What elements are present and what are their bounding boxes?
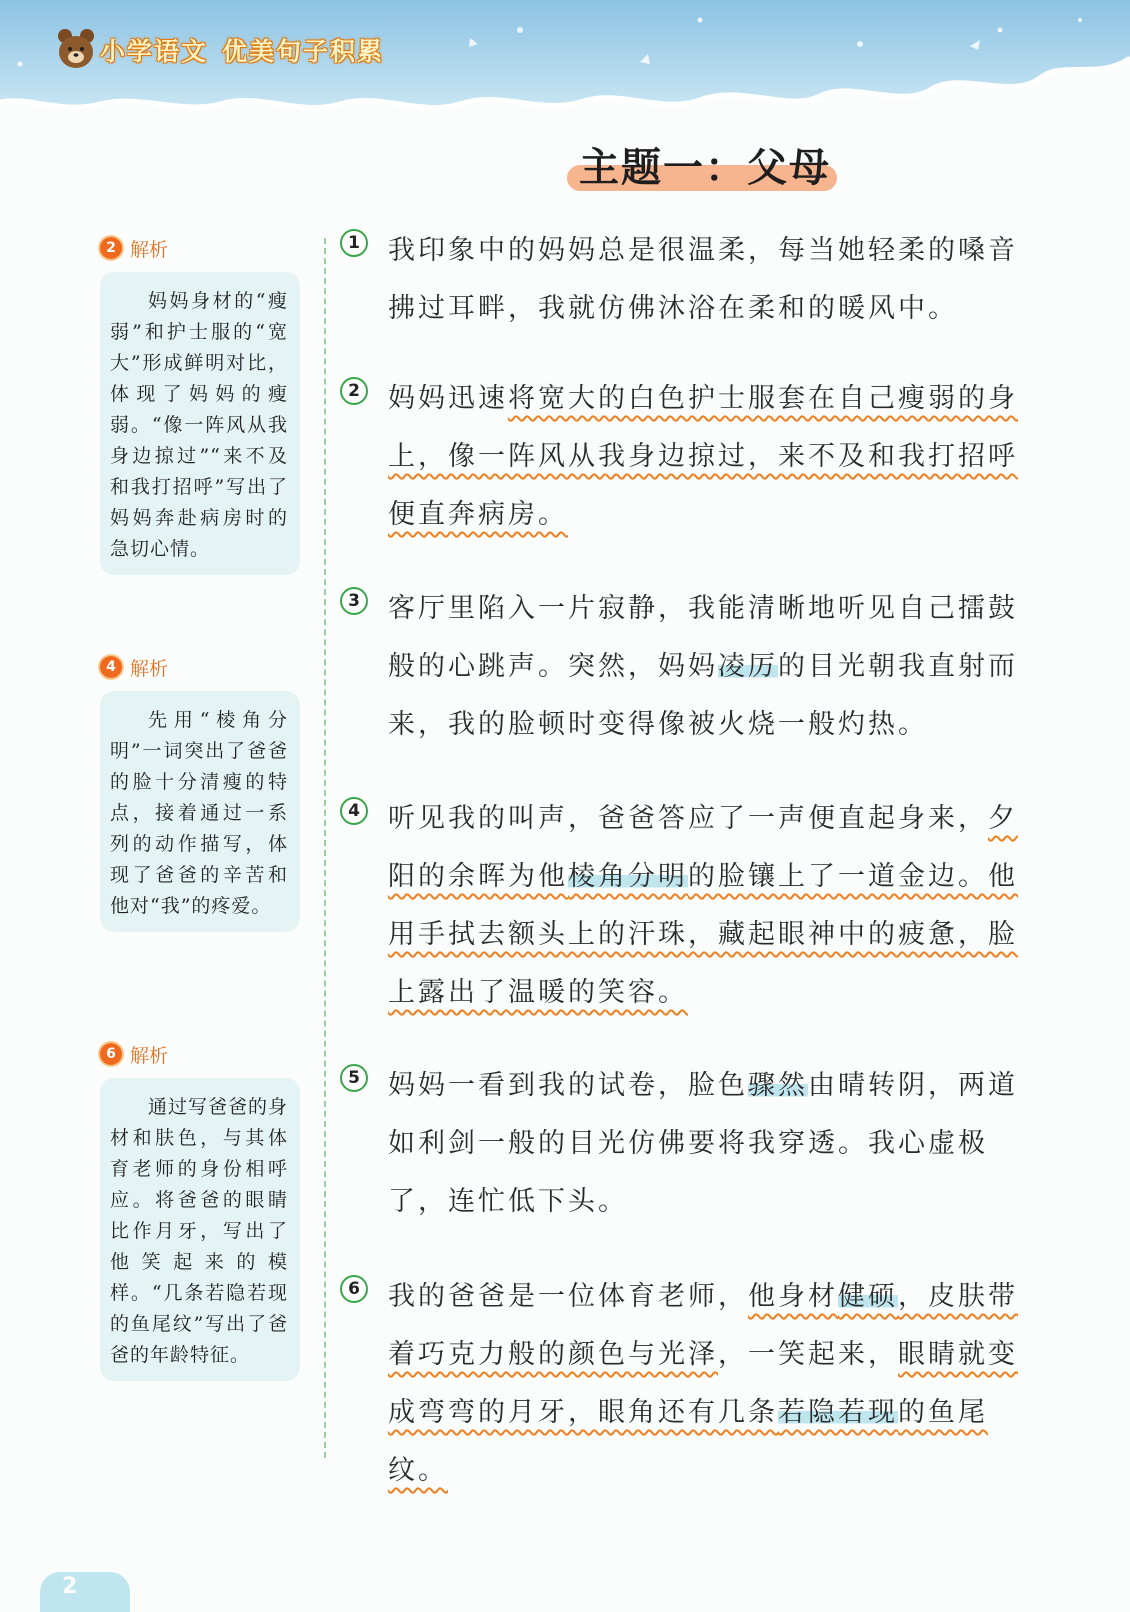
analysis-block-6 <box>100 1040 300 1381</box>
analysis-number-badge: 4 <box>100 656 122 678</box>
underlined-segment: 将宽大的白色护士服套在自己瘦弱的身上，像一阵风从我身边掠过，来不及和我打招呼便直奔病房。 <box>388 383 1018 530</box>
analysis-label: 解析 <box>130 238 169 261</box>
highlighted-word: 棱角分明 <box>568 861 688 892</box>
underlined-segment: 的鱼尾纹。 <box>388 1397 988 1486</box>
underlined-segment: ，皮肤带着巧克力般的颜色与光泽 <box>388 1281 1018 1370</box>
sentence-item-3 <box>340 580 1040 754</box>
sentence-number-circle: 3 <box>340 587 368 615</box>
sentence-number-circle: 1 <box>340 229 368 257</box>
analysis-heading <box>100 234 300 262</box>
sentence-text <box>388 222 1040 338</box>
sentence-text <box>388 1268 1040 1500</box>
topic-title: 主题一：父母 <box>579 144 831 191</box>
sentence-text <box>388 580 1040 754</box>
analysis-text: 先用“棱角分明”一词突出了爸爸的脸十分清瘦的特点，接着通过一系列的动作描写，体现了爸爸的辛苦和他对“我”的疼爱。 <box>110 709 288 917</box>
series-title-part1: 小学语文 <box>100 37 209 66</box>
sentence-segment: 我的爸爸是一位体育老师， <box>388 1281 748 1312</box>
sentence-segment: 我印象中的妈妈总是很温柔，每当她轻柔的嗓音拂过耳畔，我就仿佛沐浴在柔和的暖风中。 <box>388 235 1018 324</box>
sentence-number-circle: 4 <box>340 797 368 825</box>
sentence-segment: 听见我的叫声，爸爸答应了一声便直起身来， <box>388 803 988 834</box>
analysis-block-2 <box>100 234 300 575</box>
bear-mascot-icon <box>56 26 96 70</box>
page-number: 2 <box>62 1574 78 1599</box>
sentence-number-circle: 5 <box>340 1064 368 1092</box>
analysis-text-box <box>100 272 300 575</box>
page-number-tab <box>40 1572 130 1612</box>
sentence-segment: 妈妈迅速 <box>388 383 508 414</box>
underlined-segment: 他身材 <box>748 1281 838 1312</box>
highlighted-word: 若隐若现 <box>778 1397 898 1428</box>
analysis-text: 妈妈身材的“瘦弱”和护士服的“宽大”形成鲜明对比，体现了妈妈的瘦弱。“像一阵风从我身边掠过”“来不及和我打招呼”写出了妈妈奔赴病房时的急切心情。 <box>110 290 288 560</box>
sentence-item-5 <box>340 1057 1040 1231</box>
analysis-number-badge: 6 <box>100 1043 122 1065</box>
sentence-item-1 <box>340 222 1040 338</box>
sentence-item-6 <box>340 1268 1040 1500</box>
sentence-segment: ，一笑起来， <box>718 1339 898 1370</box>
highlighted-word: 健硕 <box>838 1281 898 1312</box>
sentence-item-4 <box>340 790 1040 1022</box>
sentence-segment: 的目光朝我直射而来，我的脸顿时变得像被火烧一般灼热。 <box>388 651 1018 740</box>
analysis-label: 解析 <box>130 1044 169 1067</box>
sentence-number-circle: 2 <box>340 377 368 405</box>
analysis-text-box <box>100 1078 300 1381</box>
sentence-number-circle: 6 <box>340 1275 368 1303</box>
analysis-block-4 <box>100 653 300 932</box>
highlighted-word: 骤然 <box>748 1070 808 1101</box>
sentence-text <box>388 370 1040 544</box>
sentence-text <box>388 790 1040 1022</box>
sentence-item-2 <box>340 370 1040 544</box>
underlined-segment: 的脸镶上了一道金边。他用手拭去额头上的汗珠，藏起眼神中的疲惫，脸上露出了温暖的笑容。 <box>388 861 1018 1008</box>
column-divider <box>324 238 326 1458</box>
sentence-segment: 妈妈一看到我的试卷，脸色 <box>388 1070 748 1101</box>
analysis-label: 解析 <box>130 657 169 680</box>
analysis-number-badge: 2 <box>100 237 122 259</box>
sentence-text <box>388 1057 1040 1231</box>
analysis-heading <box>100 1040 300 1068</box>
series-title-part2: 优美句子积累 <box>222 37 385 66</box>
sentence-segment: 由晴转阴，两道如利剑一般的目光仿佛要将我穿透。我心虚极了，连忙低下头。 <box>388 1070 1018 1217</box>
underlined-segment: 夕阳的余晖为他 <box>388 803 1018 892</box>
highlighted-word: 凌厉 <box>718 651 778 682</box>
underlined-segment: 眼睛就变成弯弯的月牙，眼角还有几条 <box>388 1339 1018 1428</box>
analysis-heading <box>100 653 300 681</box>
series-title <box>100 32 384 68</box>
analysis-text: 通过写爸爸的身材和肤色，与其体育老师的身份相呼应。将爸爸的眼睛比作月牙，写出了他笑起来的模样。“几条若隐若现的鱼尾纹”写出了爸爸的年龄特征。 <box>110 1096 289 1366</box>
sentence-segment: 客厅里陷入一片寂静，我能清晰地听见自己擂鼓般的心跳声。突然，妈妈 <box>388 593 1018 682</box>
analysis-text-box <box>100 691 300 932</box>
